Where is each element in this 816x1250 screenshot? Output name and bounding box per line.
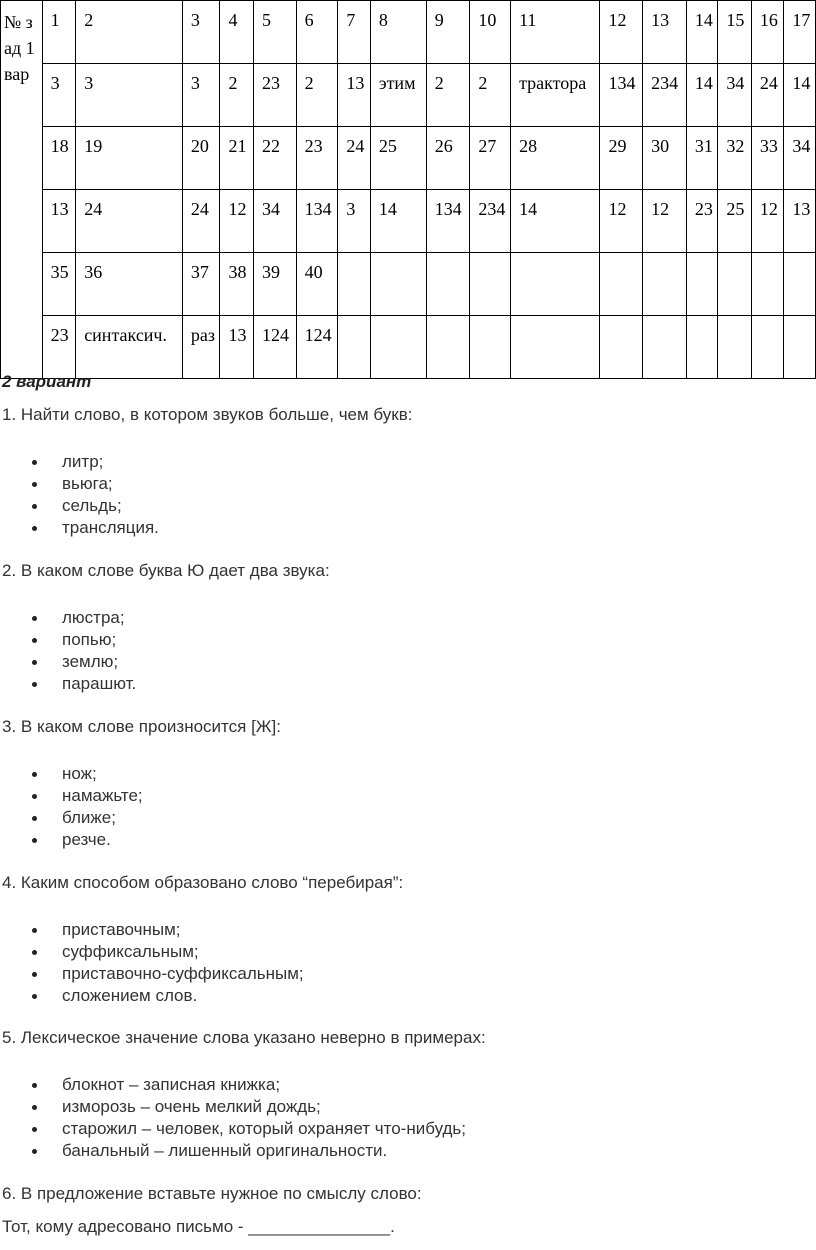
table-header-cell: № зад 1 вар <box>1 1 43 379</box>
table-cell <box>643 253 687 316</box>
table-cell: 13 <box>338 64 371 127</box>
table-cell <box>751 253 784 316</box>
option: суффиксальным; <box>30 941 304 963</box>
table-cell: 18 <box>42 127 76 190</box>
fill-in-sentence: Тот, кому адресовано письмо - _______________. <box>2 1217 395 1236</box>
table-row <box>1 64 816 127</box>
table-cell: 2 <box>76 1 183 64</box>
table-cell: 12 <box>220 190 254 253</box>
option: резче. <box>30 829 143 851</box>
table-cell: 23 <box>254 64 297 127</box>
question-4-options <box>30 919 304 1007</box>
table-cell: 14 <box>370 190 426 253</box>
option: землю; <box>30 651 136 673</box>
table-cell: 8 <box>370 1 426 64</box>
table-cell: 6 <box>296 1 338 64</box>
table-cell: 13 <box>220 316 254 379</box>
table-cell: 5 <box>254 1 297 64</box>
table-cell: 25 <box>718 190 752 253</box>
option: ближе; <box>30 807 143 829</box>
table-cell: 3 <box>42 64 76 127</box>
table-cell: 26 <box>426 127 470 190</box>
table-cell: этим <box>370 64 426 127</box>
table-cell: 234 <box>643 64 687 127</box>
table-cell: 3 <box>338 190 371 253</box>
table-row <box>1 127 816 190</box>
table-cell: 30 <box>643 127 687 190</box>
table-cell: 2 <box>220 64 254 127</box>
option: банальный – лишенный оригинальности. <box>30 1140 466 1162</box>
table-cell <box>718 316 752 379</box>
table-cell <box>686 316 718 379</box>
table-cell: 13 <box>784 190 816 253</box>
table-cell: 24 <box>182 190 220 253</box>
table-cell: 12 <box>600 1 643 64</box>
option: люстра; <box>30 607 136 629</box>
table-cell: 14 <box>511 190 600 253</box>
question-3-options <box>30 763 143 851</box>
table-cell <box>370 253 426 316</box>
option: старожил – человек, который охраняет что-нибудь; <box>30 1118 466 1140</box>
option: нож; <box>30 763 143 785</box>
question-6: 6. В предложение вставьте нужное по смыслу слово: <box>2 1184 422 1203</box>
table-cell: 3 <box>182 1 220 64</box>
table-cell: 1 <box>42 1 76 64</box>
option: изморозь – очень мелкий дождь; <box>30 1096 466 1118</box>
table-cell <box>426 316 470 379</box>
table-cell: 21 <box>220 127 254 190</box>
option: блокнот – записная книжка; <box>30 1074 466 1096</box>
table-cell: 20 <box>182 127 220 190</box>
table-cell: 36 <box>76 253 183 316</box>
table-cell: 12 <box>600 190 643 253</box>
option: сельдь; <box>30 495 159 517</box>
table-cell: 24 <box>751 64 784 127</box>
answer-table <box>0 0 816 379</box>
table-cell: 34 <box>718 64 752 127</box>
table-cell: 14 <box>686 64 718 127</box>
table-cell: 25 <box>370 127 426 190</box>
question-4: 4. Каким способом образовано слово “перебирая”: <box>2 873 404 892</box>
table-cell <box>426 253 470 316</box>
table-cell: 23 <box>686 190 718 253</box>
table-cell: 28 <box>511 127 600 190</box>
table-cell: 23 <box>296 127 338 190</box>
question-5: 5. Лексическое значение слова указано неверно в примерах: <box>2 1028 486 1047</box>
table-cell: 2 <box>426 64 470 127</box>
table-cell: 12 <box>751 190 784 253</box>
option: трансляция. <box>30 517 159 539</box>
table-cell: 34 <box>254 190 297 253</box>
table-cell: 15 <box>718 1 752 64</box>
table-cell: 24 <box>76 190 183 253</box>
option: сложением слов. <box>30 985 304 1007</box>
table-cell <box>511 253 600 316</box>
table-cell: трактора <box>511 64 600 127</box>
table-row <box>1 253 816 316</box>
table-cell <box>600 316 643 379</box>
table-cell <box>784 253 816 316</box>
table-cell <box>338 253 371 316</box>
table-cell: раз <box>182 316 220 379</box>
table-cell: 34 <box>784 127 816 190</box>
table-cell: 11 <box>511 1 600 64</box>
table-cell: 35 <box>42 253 76 316</box>
table-row <box>1 190 816 253</box>
table-cell <box>643 316 687 379</box>
table-cell: 27 <box>470 127 511 190</box>
table-cell <box>600 253 643 316</box>
table-cell: 17 <box>784 1 816 64</box>
table-cell <box>784 316 816 379</box>
table-cell: 2 <box>470 64 511 127</box>
question-1: 1. Найти слово, в котором звуков больше, чем букв: <box>2 405 413 424</box>
option: намажьте; <box>30 785 143 807</box>
table-cell: 32 <box>718 127 752 190</box>
table-cell: 13 <box>42 190 76 253</box>
table-cell: 3 <box>182 64 220 127</box>
table-cell <box>751 316 784 379</box>
table-cell: 33 <box>751 127 784 190</box>
table-cell: 40 <box>296 253 338 316</box>
table-cell <box>338 316 371 379</box>
table-cell: 234 <box>470 190 511 253</box>
table-cell: 2 <box>296 64 338 127</box>
option: литр; <box>30 451 159 473</box>
table-cell <box>470 253 511 316</box>
table-cell: 31 <box>686 127 718 190</box>
table-cell <box>470 316 511 379</box>
table-cell: 4 <box>220 1 254 64</box>
option: вьюга; <box>30 473 159 495</box>
table-cell: 14 <box>784 64 816 127</box>
table-cell: 16 <box>751 1 784 64</box>
option: приставочно-суффиксальным; <box>30 963 304 985</box>
table-cell: 38 <box>220 253 254 316</box>
table-cell: 9 <box>426 1 470 64</box>
table-cell: 3 <box>76 64 183 127</box>
table-cell: 124 <box>296 316 338 379</box>
table-cell: 14 <box>686 1 718 64</box>
table-cell: 124 <box>254 316 297 379</box>
table-cell: 22 <box>254 127 297 190</box>
question-2-options <box>30 607 136 695</box>
table-cell <box>686 253 718 316</box>
option: приставочным; <box>30 919 304 941</box>
table-cell: 13 <box>643 1 687 64</box>
table-cell: 7 <box>338 1 371 64</box>
table-cell <box>511 316 600 379</box>
option: попью; <box>30 629 136 651</box>
table-cell: 39 <box>254 253 297 316</box>
table-row <box>1 1 816 64</box>
table-cell: 23 <box>42 316 76 379</box>
table-row <box>1 316 816 379</box>
table-cell: 10 <box>470 1 511 64</box>
table-cell: 12 <box>643 190 687 253</box>
variant-title: 2 вариант <box>2 372 92 391</box>
option: парашют. <box>30 673 136 695</box>
table-cell: 134 <box>600 64 643 127</box>
question-5-options <box>30 1074 466 1162</box>
table-cell: 134 <box>296 190 338 253</box>
table-cell <box>370 316 426 379</box>
question-3: 3. В каком слове произносится [Ж]: <box>2 717 281 736</box>
question-1-options <box>30 451 159 539</box>
table-cell: 134 <box>426 190 470 253</box>
table-cell: 24 <box>338 127 371 190</box>
table-cell: синтаксич. <box>76 316 183 379</box>
table-cell: 29 <box>600 127 643 190</box>
table-cell <box>718 253 752 316</box>
question-2: 2. В каком слове буква Ю дает два звука: <box>2 561 330 580</box>
table-cell: 37 <box>182 253 220 316</box>
table-cell: 19 <box>76 127 183 190</box>
